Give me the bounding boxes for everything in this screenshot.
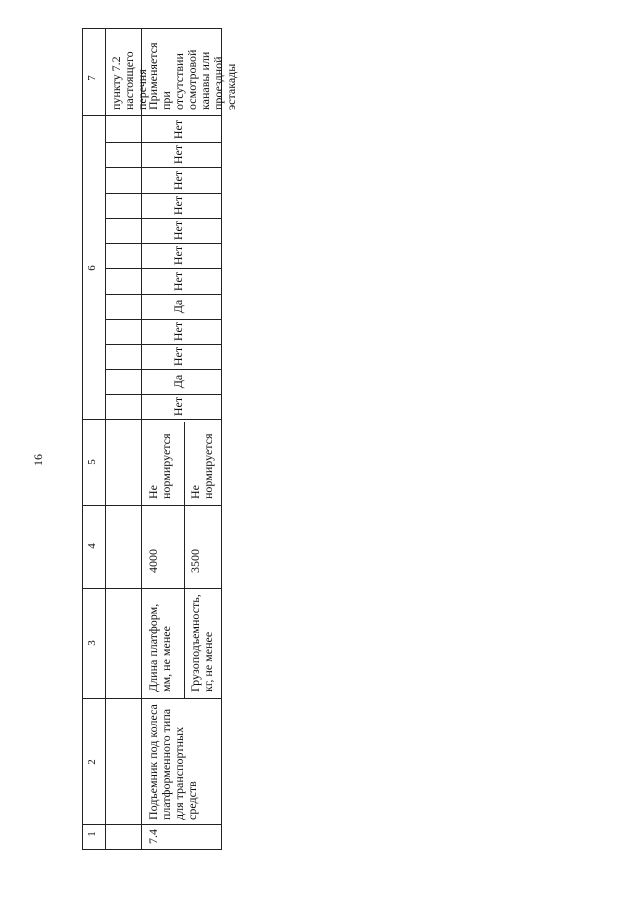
col-header-3: 3 (86, 640, 98, 646)
page-number: 16 (31, 454, 45, 466)
col-header-1: 1 (86, 831, 98, 837)
row-number: 7.4 (146, 829, 160, 844)
applicability-value: Нет (171, 245, 185, 266)
applicability-value: Нет (171, 144, 185, 165)
param-label: Грузоподъемность, кг, не менее (188, 594, 215, 692)
applicability-value: Да (171, 299, 185, 314)
item-name: Подъемник под колеса платформенного типа для транспортных средств (146, 704, 199, 820)
applicability-value: Нет (171, 321, 185, 342)
row-note: Применяется при отсутствии осмотровой канавы или проездной эстакады (146, 42, 238, 110)
applicability-value: Нет (171, 346, 185, 367)
param-value: 3500 (188, 549, 202, 573)
applicability-value: Да (171, 374, 185, 389)
param-value: 4000 (146, 549, 160, 573)
col-header-6: 6 (86, 265, 98, 271)
applicability-value: Нет (171, 220, 185, 241)
applicability-value: Нет (171, 271, 185, 292)
col-header-2: 2 (86, 759, 98, 765)
param-label: Длина платформ, мм, не менее (146, 603, 173, 692)
col-header-4: 4 (86, 543, 98, 549)
col-header-7: 7 (86, 75, 98, 81)
requirements-table (82, 28, 238, 850)
col-header-5: 5 (86, 459, 98, 465)
applicability-value: Нет (171, 195, 185, 216)
applicability-value: Нет (171, 170, 185, 191)
prev-row-note: пункту 7.2 настоящего перечня (109, 51, 149, 110)
param-tolerance: Не нормируется (146, 433, 173, 499)
param-tolerance: Не нормируется (188, 433, 215, 499)
applicability-value: Нет (171, 396, 185, 417)
applicability-value: Нет (171, 119, 185, 140)
